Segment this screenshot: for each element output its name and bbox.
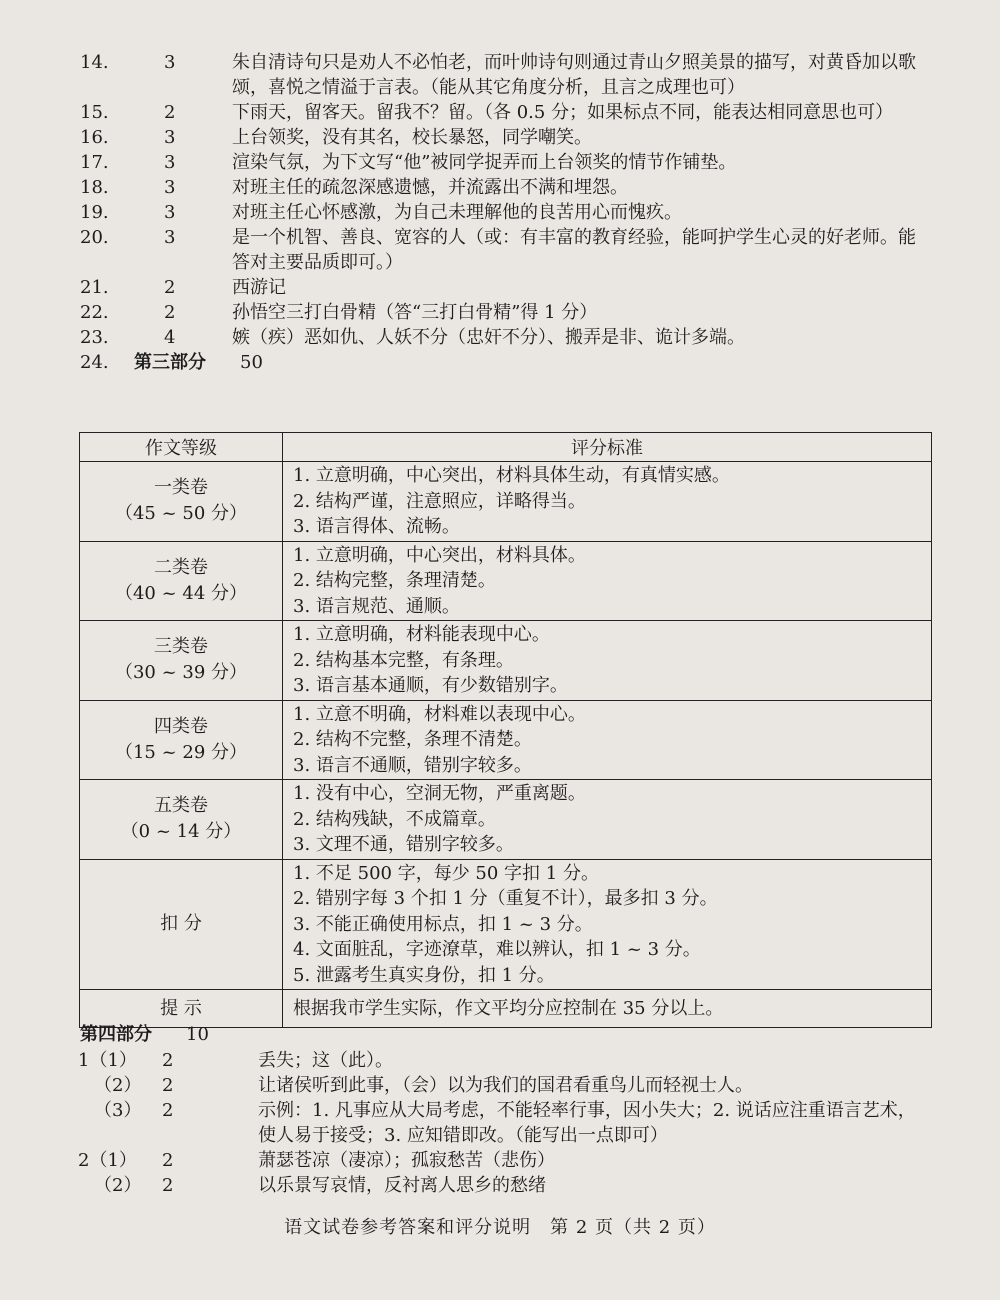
grade-criteria: 1. 没有中心，空洞无物，严重离题。 2. 结构残缺，不成篇章。 3. 文理不通，错别字较多。 <box>283 780 932 860</box>
answer-text: 是一个机智、善良、宽容的人（或：有丰富的教育经验，能呵护学生心灵的好老师。能答对主要品质即可。） <box>232 227 916 273</box>
page-footer: 语文试卷参考答案和评分说明 第 2 页（共 2 页） <box>284 1217 716 1238</box>
answer-text: 嫉（疾）恶如仇、人妖不分（忠奸不分）、搬弄是非、诡计多端。 <box>232 327 745 348</box>
grade-level: 三类卷 （30 ~ 39 分） <box>80 621 283 701</box>
table-row <box>80 700 932 780</box>
grade-criteria: 1. 立意明确，材料能表现中心。 2. 结构基本完整，有条理。 3. 语言基本通顺，有少数错别字。 <box>283 621 932 701</box>
part-four-heading: 第四部分 10 <box>80 1024 209 1045</box>
answer-row: 19. 3 对班主任心怀感激，为自己未理解他的良苦用心而愧疚。 <box>0 200 1000 225</box>
table-header-row <box>80 433 932 462</box>
grade-level: 一类卷 （45 ~ 50 分） <box>80 462 283 542</box>
grade-criteria: 1. 立意明确，中心突出，材料具体生动，有真情实感。 2. 结构严谨，注意照应，详略得当。 3. 语言得体、流畅。 <box>283 462 932 542</box>
deduction-label: 扣 分 <box>80 859 283 990</box>
table-row <box>80 859 932 990</box>
part-four <box>0 1022 1000 1198</box>
grade-criteria: 1. 立意明确，中心突出，材料具体。 2. 结构完整，条理清楚。 3. 语言规范、通顺。 <box>283 541 932 621</box>
answer-row: （3） 2 示例：1. 凡事应从大局考虑，不能轻率行事，因小失大；2. 说话应注重语言艺术，使人易于接受；3. 应知错即改。（能写出一点即可） <box>94 1100 916 1146</box>
answer-text: 上台领奖，没有其名，校长暴怒，同学嘲笑。 <box>232 127 592 148</box>
answer-text: 西游记 <box>232 277 286 298</box>
answer-text: 朱自清诗句只是劝人不必怕老，而叶帅诗句则通过青山夕照美景的描写，对黄昏加以歌颂，喜悦之情溢于言表。（能从其它角度分析，且言之成理也可） <box>232 52 916 98</box>
answer-row: （2） 2 让诸侯听到此事，（会）以为我们的国君看重鸟儿而轻视士人。 <box>94 1075 753 1096</box>
answer-row: 17. 3 渲染气氛，为下文写“他”被同学捉弄而上台领奖的情节作铺垫。 <box>0 150 1000 175</box>
answer-text: 对班主任心怀感激，为自己未理解他的良苦用心而愧疚。 <box>232 202 682 223</box>
tip-text: 根据我市学生实际，作文平均分应控制在 35 分以上。 <box>283 990 932 1028</box>
answer-row: 20. 3 是一个机智、善良、宽容的人（或：有丰富的教育经验，能呵护学生心灵的好老师。能答对主要品质即可。） <box>0 225 1000 275</box>
section-three-heading: 24. 第三部分 50 <box>80 352 263 373</box>
header-criteria: 评分标准 <box>283 433 932 462</box>
answer-text: 孙悟空三打白骨精（答“三打白骨精”得 1 分） <box>232 302 598 323</box>
answer-row: （2） 2 以乐景写哀情，反衬离人思乡的愁绪 <box>94 1175 546 1196</box>
grade-level: 二类卷 （40 ~ 44 分） <box>80 541 283 621</box>
answer-list <box>0 50 1000 376</box>
answer-text: 下雨天，留客天。留我不？留。（各 0.5 分；如果标点不同，能表达相同意思也可） <box>232 102 894 123</box>
grade-criteria: 1. 立意不明确，材料难以表现中心。 2. 结构不完整，条理不清楚。 3. 语言不通顺，错别字较多。 <box>283 700 932 780</box>
essay-grading-table <box>79 432 932 1028</box>
answer-row: 22. 2 孙悟空三打白骨精（答“三打白骨精”得 1 分） <box>0 300 1000 325</box>
deduction-criteria: 1. 不足 500 字，每少 50 字扣 1 分。 2. 错别字每 3 个扣 1 分（重复不计），最多扣 3 分。 3. 不能正确使用标点，扣 1 ~ 3 分。 4. 文面脏乱，字迹潦草，难以辨认，扣 1 ~ 3 分。 5. 泄露考生真实身份，扣 1 分。 <box>283 859 932 990</box>
answer-text: 渲染气氛，为下文写“他”被同学捉弄而上台领奖的情节作铺垫。 <box>232 152 737 173</box>
answer-row: 16. 3 上台领奖，没有其名，校长暴怒，同学嘲笑。 <box>0 125 1000 150</box>
table-row <box>80 621 932 701</box>
header-grade: 作文等级 <box>80 433 283 462</box>
answer-row: 14. 3 朱自清诗句只是劝人不必怕老，而叶帅诗句则通过青山夕照美景的描写，对黄昏加以歌颂，喜悦之情溢于言表。（能从其它角度分析，且言之成理也可） <box>0 50 1000 100</box>
table-row <box>80 462 932 542</box>
table-row <box>80 780 932 860</box>
answer-row: 1（1） 2 丢失；这（此）。 <box>78 1050 393 1071</box>
table-row <box>80 541 932 621</box>
answer-row: 21. 2 西游记 <box>0 275 1000 300</box>
tip-label: 提 示 <box>80 990 283 1028</box>
grade-level: 四类卷 （15 ~ 29 分） <box>80 700 283 780</box>
grade-level: 五类卷 （0 ~ 14 分） <box>80 780 283 860</box>
answer-row: 23. 4 嫉（疾）恶如仇、人妖不分（忠奸不分）、搬弄是非、诡计多端。 <box>0 325 1000 350</box>
answer-row: 2（1） 2 萧瑟苍凉（凄凉）；孤寂愁苦（悲伤） <box>78 1150 555 1171</box>
answer-row: 18. 3 对班主任的疏忽深感遗憾，并流露出不满和埋怨。 <box>0 175 1000 200</box>
answer-text: 对班主任的疏忽深感遗憾，并流露出不满和埋怨。 <box>232 177 628 198</box>
answer-row: 15. 2 下雨天，留客天。留我不？留。（各 0.5 分；如果标点不同，能表达相同意思也可） <box>0 100 1000 125</box>
